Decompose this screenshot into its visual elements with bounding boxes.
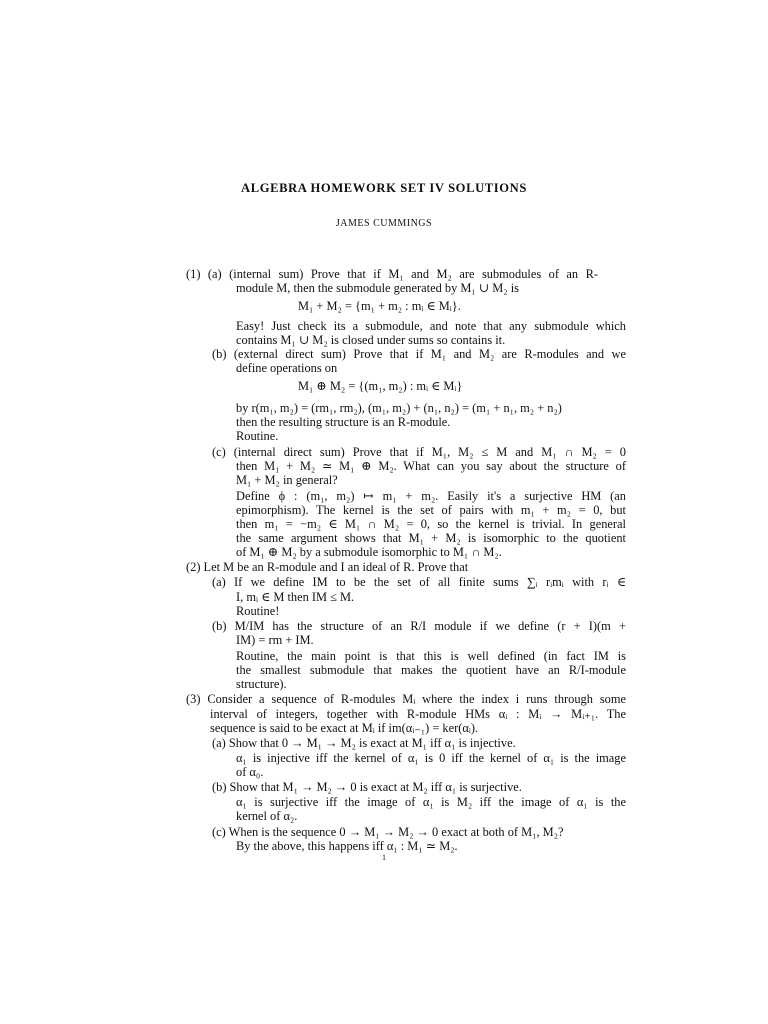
text-line: (b) M/IM has the structure of an R/I module if we define (r + I)(m + [212, 619, 626, 633]
text-line: kernel of α₂. [236, 809, 298, 823]
text-line: (a) Show that 0 → M₁ → M₂ is exact at M₁ iff α₁ is injective. [212, 736, 516, 750]
text-line: Routine, the main point is that this is well defined (in fact IM is [236, 649, 626, 663]
text-line: of α₀. [236, 765, 264, 779]
text-line: interval of integers, together with R-module HMs αᵢ : Mᵢ → Mᵢ₊₁. The [210, 707, 626, 721]
text-line: IM) = rm + IM. [236, 633, 314, 647]
text-line: Easy! Just check its a submodule, and note that any submodule which [236, 319, 626, 333]
text-line: epimorphism). The kernel is the set of pairs with m₁ + m₂ = 0, but [236, 503, 626, 517]
page-number: 1 [382, 853, 386, 862]
text-line: the smallest submodule that makes the quotient have an R/I-module [236, 663, 626, 677]
text-line: (c) (internal direct sum) Prove that if M₁, M₂ ≤ M and M₁ ∩ M₂ = 0 [212, 445, 626, 459]
text-line: of M₁ ⊕ M₂ by a submodule isomorphic to M₁ ∩ M₂. [236, 545, 502, 559]
text-line: (b) (external direct sum) Prove that if M₁ and M₂ are R-modules and we [212, 347, 626, 361]
text-line: Routine! [236, 604, 280, 618]
text-line: α₁ is injective iff the kernel of α₁ is 0 iff the kernel of α₁ is the image [236, 751, 626, 765]
text-line: M₁ + M₂ = {m₁ + m₂ : mᵢ ∈ Mᵢ}. [298, 299, 461, 313]
text-line: sequence is said to be exact at Mᵢ if im(αᵢ₋₁) = ker(αᵢ). [210, 721, 479, 735]
text-line: (1) (a) (internal sum) Prove that if M₁ and M₂ are submodules of an R- [186, 267, 598, 281]
text-line: contains M₁ ∪ M₂ is closed under sums so contains it. [236, 333, 506, 347]
text-line: M₁ ⊕ M₂ = {(m₁, m₂) : mᵢ ∈ Mᵢ} [298, 379, 463, 393]
document-title: ALGEBRA HOMEWORK SET IV SOLUTIONS [241, 181, 527, 195]
text-line: then m₁ = −m₂ ∈ M₁ ∩ M₂ = 0, so the kernel is trivial. In general [236, 517, 626, 531]
text-line: then M₁ + M₂ ≃ M₁ ⊕ M₂. What can you say about the structure of [236, 459, 626, 473]
text-line: By the above, this happens iff α₁ : M₁ ≃ M₂. [236, 839, 458, 853]
text-line: M₁ + M₂ in general? [236, 473, 338, 487]
text-line: (3) Consider a sequence of R-modules Mᵢ where the index i runs through some [186, 692, 626, 706]
author-name: JAMES CUMMINGS [335, 218, 433, 229]
text-line: by r(m₁, m₂) = (rm₁, rm₂), (m₁, m₂) + (n₁, n₂) = (m₁ + n₁, m₂ + n₂) [236, 401, 562, 415]
text-line: (c) When is the sequence 0 → M₁ → M₂ → 0 exact at both of M₁, M₂? [212, 825, 564, 839]
text-line: Define ϕ : (m₁, m₂) ↦ m₁ + m₂. Easily it's a surjective HM (an [236, 489, 626, 503]
text-line: (2) Let M be an R-module and I an ideal of R. Prove that [186, 560, 469, 574]
text-line: I, mᵢ ∈ M then IM ≤ M. [236, 590, 355, 604]
text-line: module M, then the submodule generated by M₁ ∪ M₂ is [236, 281, 519, 295]
text-line: structure). [236, 677, 287, 691]
text-line: (b) Show that M₁ → M₂ → 0 is exact at M₂ iff α₁ is surjective. [212, 780, 522, 794]
text-line: α₁ is surjective iff the image of α₁ is M₂ iff the image of α₁ is the [236, 795, 626, 809]
text-line: then the resulting structure is an R-module. [236, 415, 451, 429]
text-line: (a) If we define IM to be the set of all finite sums ∑ᵢ rᵢmᵢ with rᵢ ∈ [212, 575, 626, 589]
text-line: the same argument shows that M₁ + M₂ is isomorphic to the quotient [236, 531, 626, 545]
text-line: define operations on [236, 361, 338, 375]
text-line: Routine. [236, 429, 279, 443]
